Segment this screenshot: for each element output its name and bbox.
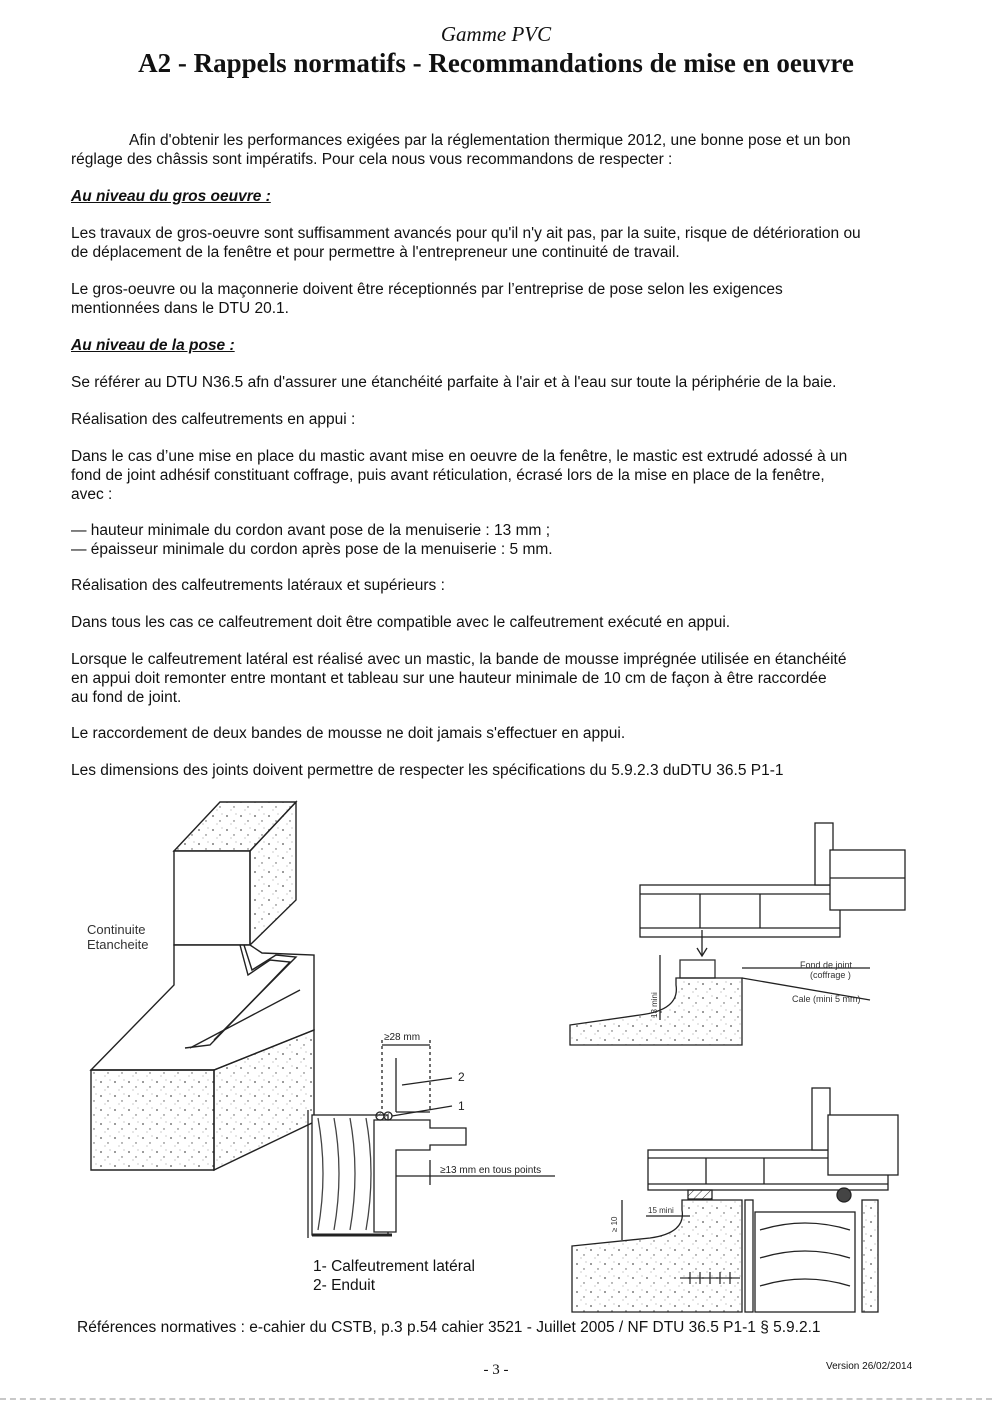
paragraph-calfeutrement-lateraux: Réalisation des calfeutrements latéraux et supérieurs : [71, 577, 445, 594]
list-item: — hauteur minimale du cordon avant pose de la menuiserie : 13 mm ; [71, 522, 551, 539]
paragraph-line: Le gros-oeuvre ou la maçonnerie doivent être réceptionnés par l’entreprise de pose selon les exigences [71, 281, 783, 298]
figure-label-continuite: Continuite [87, 922, 146, 937]
callout-2: 2 [458, 1070, 465, 1084]
paragraph-line: mentionnées dans le DTU 20.1. [71, 300, 289, 317]
paragraph-line: au fond de joint. [71, 689, 182, 706]
paragraph-dtu-reference: Se référer au DTU N36.5 afn d'assurer une étanchéité parfaite à l'air et à l'eau sur toute la périphérie de la baie. [71, 374, 837, 391]
paragraph-line: avec : [71, 486, 113, 503]
version-label: Version 26/02/2014 [826, 1361, 913, 1372]
label-cale: Cale (mini 5 mm) [792, 994, 861, 1004]
paragraph-line: Lorsque le calfeutrement latéral est réalisé avec un mastic, la bande de mousse imprégnée utilisée en étanchéité [71, 651, 847, 668]
intro-line: Afin d'obtenir les performances exigées par la réglementation thermique 2012, une bonne pose et un bon [129, 132, 851, 149]
dimension-label-13-mini: 13 mini [650, 992, 659, 1018]
callout-1: 1 [458, 1099, 465, 1113]
paragraph-line: Les travaux de gros-oeuvre sont suffisamment avancés pour qu'il n'y ait pas, par la suite, risque de détérioration ou [71, 225, 861, 242]
figure-legend [313, 1257, 475, 1295]
normative-references: Références normatives : e-cahier du CSTB, p.3 p.54 cahier 3521 - Juillet 2005 / NF DTU 36.5 P1-1 § 5.9.2.1 [77, 1319, 821, 1336]
paragraph-line: Dans le cas d’une mise en place du mastic avant mise en oeuvre de la fenêtre, le mastic est extrudé adossé à un [71, 448, 848, 465]
page-bottom-divider [0, 1398, 992, 1400]
paragraph-line: fond de joint adhésif constituant coffrage, puis avant réticulation, écrasé lors de la mise en place de la fenêtre, [71, 467, 825, 484]
paragraph-line: de déplacement de la fenêtre et pour permettre à l'entrepreneur une continuité de travail. [71, 244, 680, 261]
document-title: A2 - Rappels normatifs - Recommandations de mise en oeuvre [138, 48, 854, 78]
dimension-label-10: ≥ 10 [610, 1216, 619, 1232]
figure-label-etancheite: Etancheite [87, 937, 149, 952]
label-fond-de-joint: Fond de joint [800, 960, 853, 970]
dimension-label-13mm: ≥13 mm en tous points [440, 1165, 542, 1176]
paragraph-calfeutrement-appui: Réalisation des calfeutrements en appui : [71, 411, 356, 428]
document-subtitle: Gamme PVC [440, 22, 552, 46]
paragraph-line: en appui doit remonter entre montant et tableau sur une hauteur minimale de 10 cm de façon à être raccordée [71, 670, 827, 687]
dimension-label-15-mini: 15 mini [648, 1206, 674, 1215]
heading-gros-oeuvre: Au niveau du gros oeuvre : [71, 188, 271, 205]
legend-item-calfeutrement: 1- Calfeutrement latéral [313, 1258, 475, 1275]
list-item: — épaisseur minimale du cordon après pose de la menuiserie : 5 mm. [71, 541, 553, 558]
figure-lateral-joint-section [308, 1040, 555, 1238]
figure-sill-insulation [572, 1088, 898, 1312]
paragraph-raccordement: Le raccordement de deux bandes de mousse ne doit jamais s'effectuer en appui. [71, 725, 626, 742]
paragraph-compatibilite: Dans tous les cas ce calfeutrement doit être compatible avec le calfeutrement exécuté en appui. [71, 614, 731, 631]
figure-wall-sill-isometric [91, 802, 314, 1170]
dimension-label-28mm: ≥28 mm [384, 1032, 421, 1043]
label-coffrage: (coffrage ) [810, 970, 851, 980]
heading-pose: Au niveau de la pose : [71, 337, 235, 354]
paragraph-dimensions: Les dimensions des joints doivent permettre de respecter les spécifications du 5.9.2.3 duDTU 36.5 P1-1 [71, 762, 784, 779]
intro-line: réglage des châssis sont impératifs. Pour cela nous vous recommandons de respecter : [71, 151, 673, 168]
figure-sill-fond-de-joint [570, 823, 905, 1045]
page-number: - 3 - [483, 1362, 509, 1378]
legend-item-enduit: 2- Enduit [313, 1277, 376, 1294]
